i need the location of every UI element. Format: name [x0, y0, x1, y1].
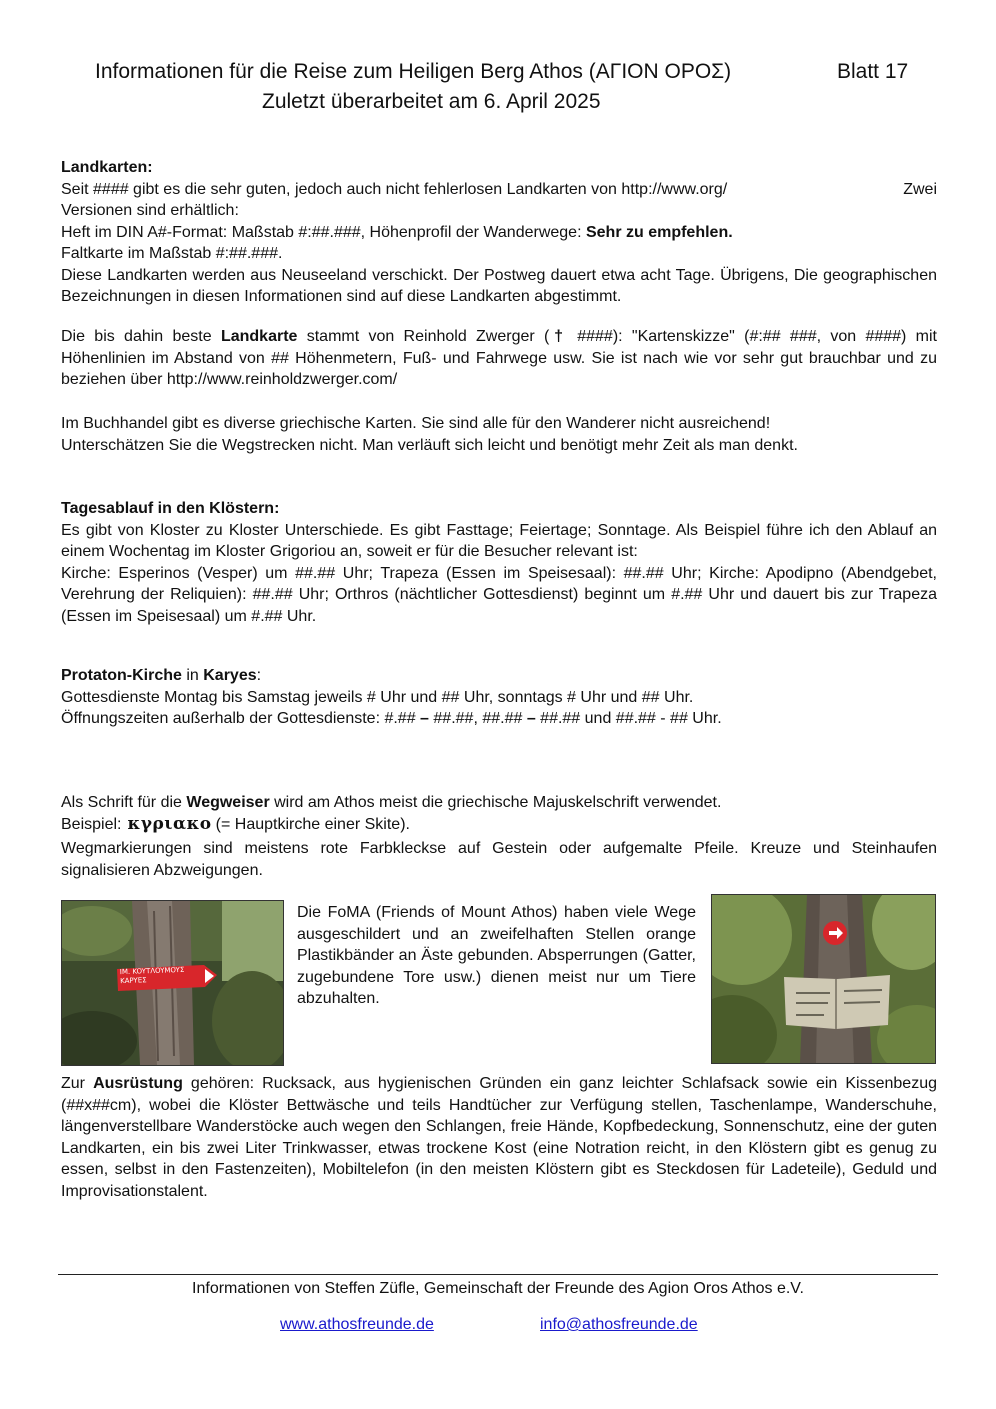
dash-symbol: – — [526, 710, 536, 727]
section-heading — [61, 665, 937, 687]
document-title: Informationen für die Reise zum Heiligen Berg Athos (ΑΓΙΟΝ ΟΡΟΣ) — [95, 60, 732, 83]
emphasis-text: Landkarte — [220, 328, 298, 345]
dagger-symbol: † — [549, 328, 568, 345]
paragraph-line — [61, 708, 937, 730]
paragraph-line — [61, 792, 937, 814]
text-span: Zwei — [903, 180, 937, 198]
paragraph-foma: Die FoMA (Friends of Mount Athos) haben viele Wege ausgeschildert und an zweifelhaften Stellen orange Plastikbänder an Äste gebunden. Absperrungen (Gatter, zugebundene Tore usw.) dienen meist nur um Tiere abzuhalten. — [297, 904, 696, 1007]
text-span: Heft im DIN A#-Format: Maßstab #:##.###, Höhenprofil der Wanderwege: — [61, 223, 586, 241]
paragraph-line: Gottesdienste Montag bis Samstag jeweils # Uhr und ## Uhr, sonntags # Uhr und ## Uhr. — [61, 688, 694, 706]
text-span: : — [256, 667, 262, 684]
sheet-number: Blatt 17 — [837, 60, 909, 83]
paragraph-line: Faltkarte im Maßstab #:##.###. — [61, 245, 283, 262]
text-span: Beispiel: — [61, 815, 122, 833]
paragraph-line: Unterschätzen Sie die Wegstrecken nicht. Man verläuft sich leicht und benötigt mehr Zeit als man denkt. — [61, 436, 798, 454]
sign-line: KAPYEΣ — [120, 976, 147, 986]
paragraph-line: Im Buchhandel gibt es diverse griechische Karten. Sie sind alle für den Wanderer nicht ausreichend! — [61, 415, 771, 432]
text-span: Zur — [61, 1075, 94, 1092]
text-span: gehören: Rucksack, aus hygienischen Gründen ein ganz leichter Schlafsack sowie ein Kissenbezug (##x##cm), wobei die Klöster Bettwäsche und teils Handtücher zur Verfügung stellen, Taschenlampe, Wanderschuhe, längenverstellbare Wanderstöcke auch wegen den Schlangen, freie Hände, Kopfbedeckung, Sonnenschutz, eine der guten Landkarten, ein bis zwei Liter Trinkwasser, etwas trockene Kost (eine Notration reicht, in den Klöstern gibt es genug zu essen, selbst in den Fastenzeiten), Mobiltelefon (in den meisten Klöstern gibt es Steckdosen für Ladeteile), Geduld und Improvisationstalent. — [61, 1075, 937, 1200]
email-link[interactable]: info@athosfreunde.de — [540, 1316, 698, 1333]
dash-symbol: – — [420, 710, 429, 727]
photo-tree-signs — [711, 894, 936, 1064]
text-span: stammt von Reinhold Zwerger ( — [297, 328, 550, 345]
section-tagesablauf — [61, 498, 937, 627]
text-span: in — [181, 667, 204, 684]
footer-credit: Informationen von Steffen Züfle, Gemeinschaft der Freunde des Agion Oros Athos e.V. — [192, 1280, 804, 1297]
text-span: Öffnungszeiten außerhalb der Gottesdienste: #.## — [61, 710, 421, 727]
text-span: ##.##, ##.## — [428, 710, 527, 727]
sign-line: IM. KOYTΛOYMOYΣ — [119, 965, 185, 977]
section-protaton — [61, 665, 937, 730]
paragraph-buchhandel — [61, 413, 937, 456]
paragraph-line — [61, 222, 937, 244]
emphasis-text: Ausrüstung — [93, 1075, 183, 1092]
text-span: wird am Athos meist die griechische Majuskelschrift verwendet. — [269, 794, 722, 811]
text-span: ##.## und ##.## - ## Uhr. — [535, 710, 722, 727]
text-span: Als Schrift für die — [61, 794, 187, 811]
emphasis-text: Wegweiser — [186, 794, 270, 811]
paragraph: Diese Landkarten werden aus Neuseeland verschickt. Der Postweg dauert etwa acht Tage. Übrigens, Die geographischen Bezeichnungen in diesen Informationen sind auf diese Landkarten abgestimmt. — [61, 266, 937, 305]
text-span: ####): "Kartenskizze" (#:## ###, von ####) mit Höhenlinien im Abstand von ## Höhenmetern, Fuß- und Fahrwege usw. Sie ist nach wie vor sehr gut brauchbar und zu beziehen über http://www.reinholdzwerger.com/ — [61, 328, 938, 388]
website-link[interactable]: www.athosfreunde.de — [280, 1316, 434, 1333]
emphasis-text: Sehr zu empfehlen. — [585, 223, 733, 241]
paragraph: Kirche: Esperinos (Vesper) um ##.## Uhr; Trapeza (Essen im Speisesaal): ##.## Uhr; Kirche: Apodipno (Abendgebet, Verehrung der Reliquien): ##.## Uhr; Orthros (nächtlicher Gottesdienst) beginnt um #.## Uhr und dauert bis zur Trapeza (Essen im Speisesaal) um #.## Uhr. — [61, 564, 937, 625]
photo-red-signpost — [61, 900, 284, 1066]
section-heading: Tagesablauf in den Klöstern: — [61, 500, 280, 517]
emphasis-text: Karyes — [203, 667, 257, 684]
section-landkarten — [61, 157, 937, 308]
paragraph-line: Versionen sind erhältlich: — [61, 202, 239, 219]
paragraph-line — [61, 814, 937, 836]
sign-text — [120, 966, 185, 986]
paragraph-ausruestung — [61, 1073, 937, 1202]
text-span: (= Hauptkirche einer Skite). — [215, 815, 410, 833]
revision-date: Zuletzt überarbeitet am 6. April 2025 — [262, 90, 601, 113]
photo-illustration — [712, 895, 935, 1063]
text-span: Die bis dahin beste — [61, 328, 221, 345]
emphasis-text: Protaton-Kirche — [61, 667, 182, 684]
paragraph-zwerger — [61, 326, 937, 391]
section-wegweiser — [61, 792, 937, 881]
footer-divider — [58, 1274, 938, 1275]
paragraph: Wegmarkierungen sind meistens rote Farbkleckse auf Gestein oder aufgemalte Pfeile. Kreuze und Steinhaufen signalisieren Abzweigungen. — [61, 840, 937, 879]
text-span: Seit #### gibt es die sehr guten, jedoch auch nicht fehlerlosen Landkarten von http://www.org/ — [61, 180, 728, 198]
paragraph: Es gibt von Kloster zu Kloster Unterschiede. Es gibt Fasttage; Feiertage; Sonntage. Als Beispiel führe ich den Ablauf an einem Wochentag im Kloster Grigoriou an, soweit er für die Besucher relevant ist: — [61, 521, 937, 560]
greek-example: κγριακο — [127, 813, 212, 834]
paragraph-line — [61, 179, 937, 201]
section-heading: Landkarten: — [61, 159, 153, 176]
